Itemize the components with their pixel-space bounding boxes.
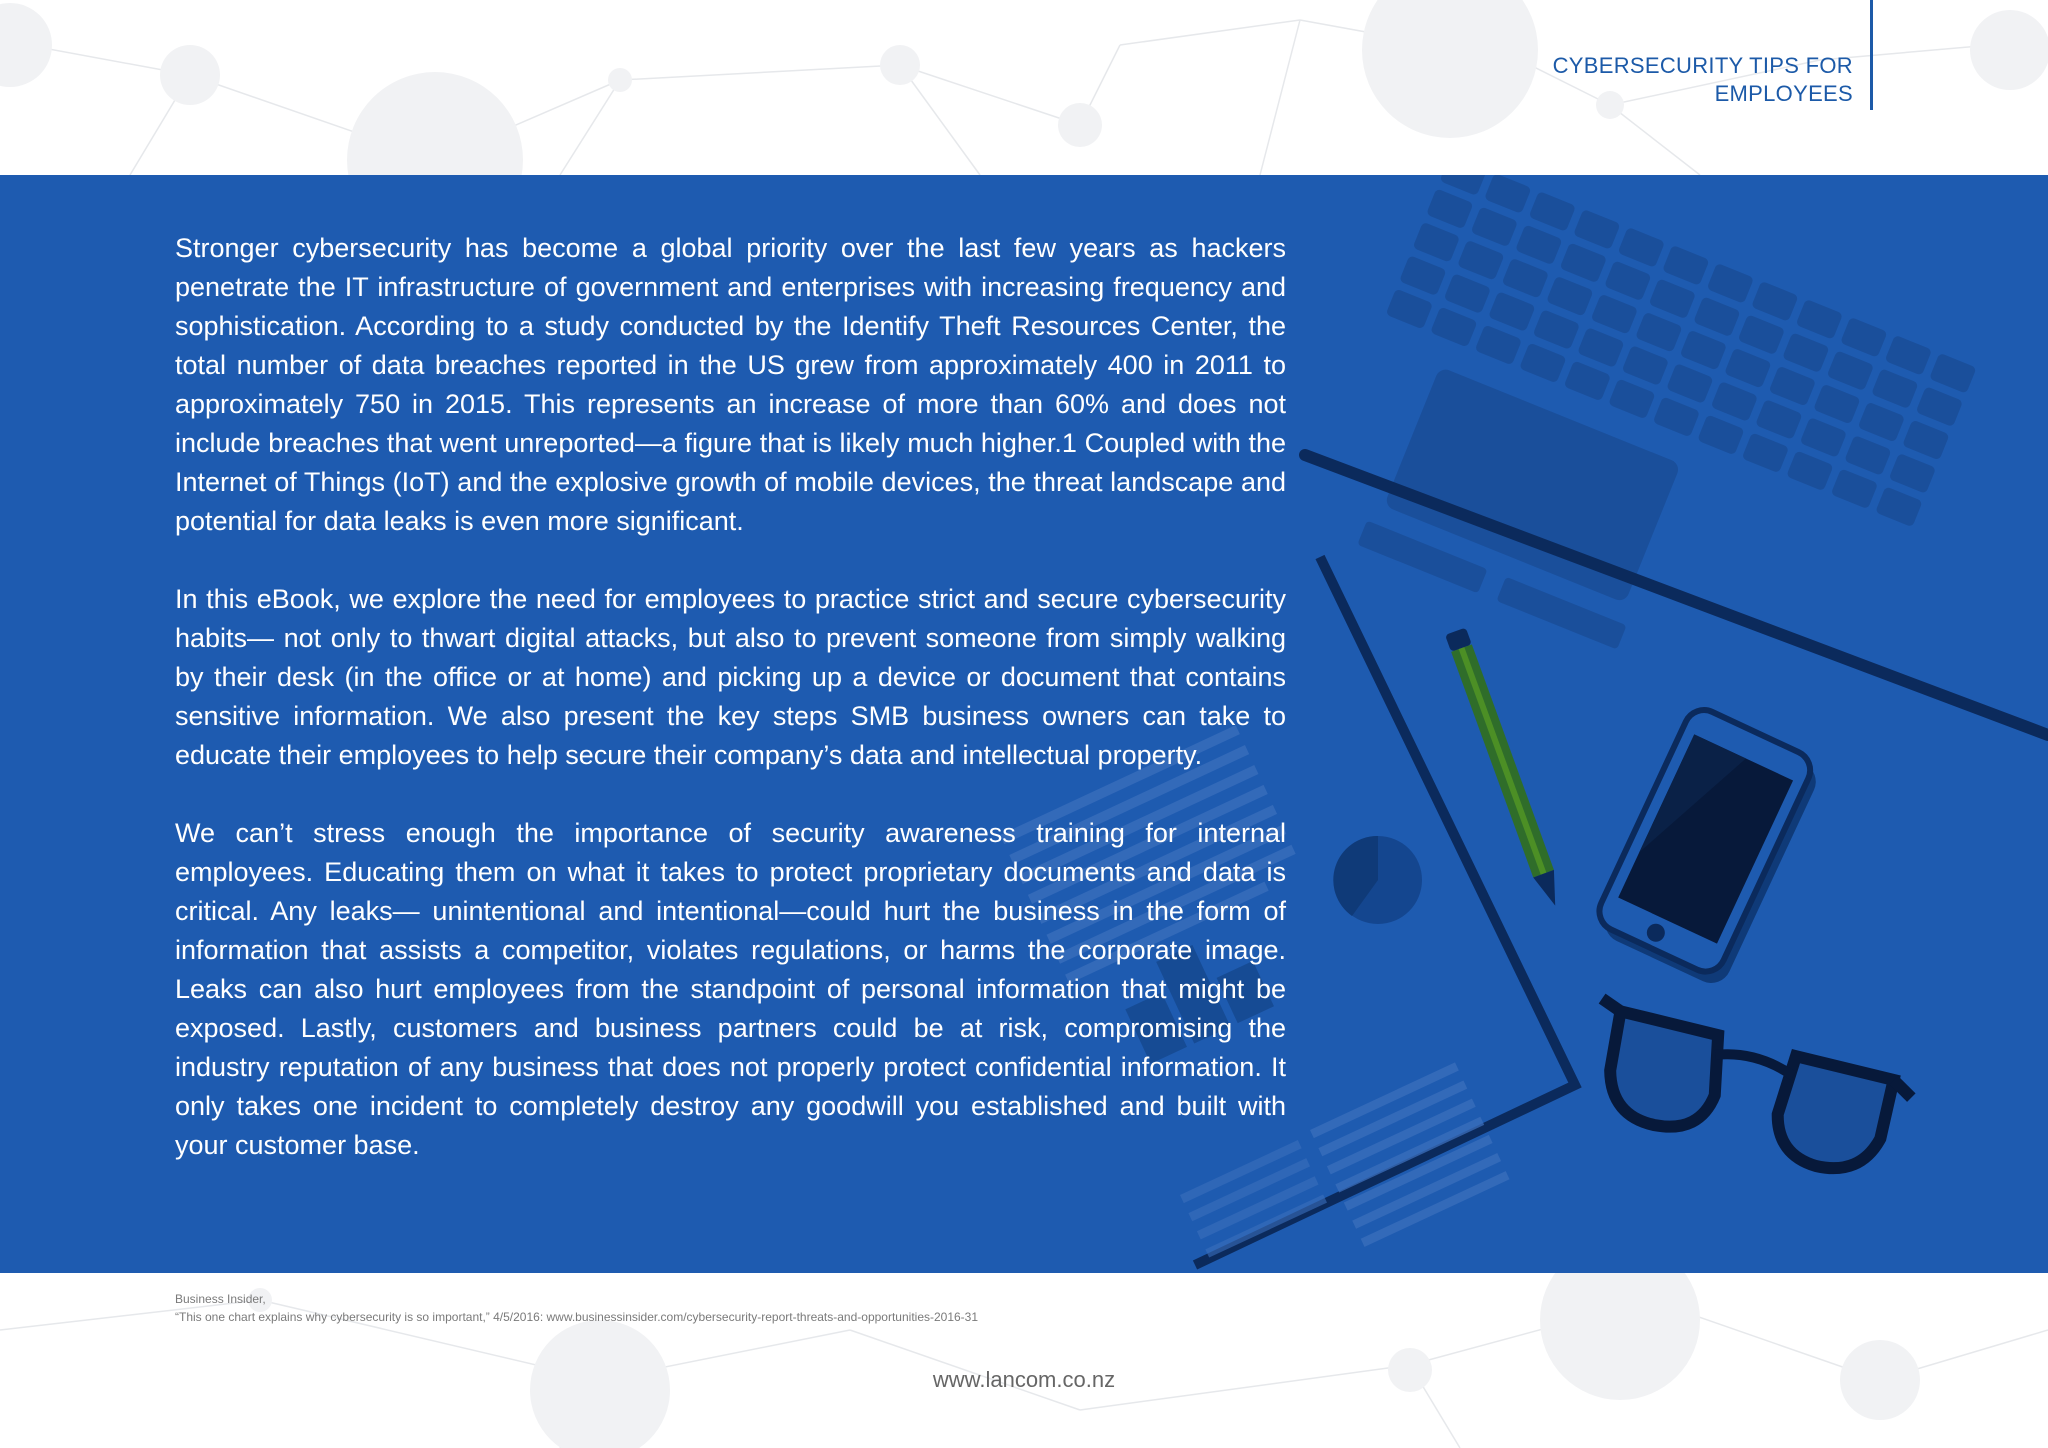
website-link[interactable]: www.lancom.co.nz xyxy=(932,1367,1116,1392)
body-paragraph: We can’t stress enough the importance of security awareness training for internal employees. Educating them on what it takes to protect proprietary documents and data is critical. Any leaks— unintentional and intentional—could hurt the business in the form of information that assists a competitor, violates regulations, or harms the corporate image. Leaks can also hurt employees from the standpoint of personal information that might be exposed. Lastly, customers and business partners could be at risk, compromising the industry reputation of any business that does not properly protect confidential information. It only takes one incident to completely destroy any goodwill you established and built with your customer base. xyxy=(175,818,1286,1160)
document-header-title: CYBERSECURITY TIPS FOR EMPLOYEES xyxy=(1552,53,1853,106)
keyboard-graphic xyxy=(1302,175,1977,735)
footnote xyxy=(175,1290,1375,1326)
pencil-graphic xyxy=(1445,627,1566,909)
header-rule xyxy=(1870,0,1873,110)
glasses-graphic xyxy=(1583,999,1919,1179)
body-paragraph: Stronger cybersecurity has become a global priority over the last few years as hackers penetrate the IT infrastructure of government and enterprises with increasing frequency and sophistication. According to a study conducted by the Identify Theft Resources Center, the total number of data breaches reported in the US grew from approximately 400 in 2011 to approximately 750 in 2015. This represents an increase of more than 60% and does not include breaches that went unreported—a figure that is likely much higher.1 Coupled with the Internet of Things (IoT) and the explosive growth of mobile devices, the threat landscape and potential for data leaks is even more significant. xyxy=(175,233,1286,536)
footnote-source: Business Insider, xyxy=(175,1292,266,1306)
content-panel xyxy=(0,175,2048,1273)
body-paragraph: In this eBook, we explore the need for employees to practice strict and secure cybersecurity habits— not only to thwart digital attacks, but also to prevent someone from simply walking by their desk (in the office or at home) and picking up a device or document that contains sensitive information. We also present the key steps SMB business owners can take to educate their employees to help secure their company’s data and intellectual property. xyxy=(175,584,1286,770)
footnote-citation: “This one chart explains why cybersecurity is so important,” 4/5/2016: www.businessinsider.com/cybersecurity-report-threats-and-opportunities-2016-31 xyxy=(175,1310,979,1324)
body-text xyxy=(175,229,1286,1204)
phone-graphic xyxy=(1590,704,1826,990)
